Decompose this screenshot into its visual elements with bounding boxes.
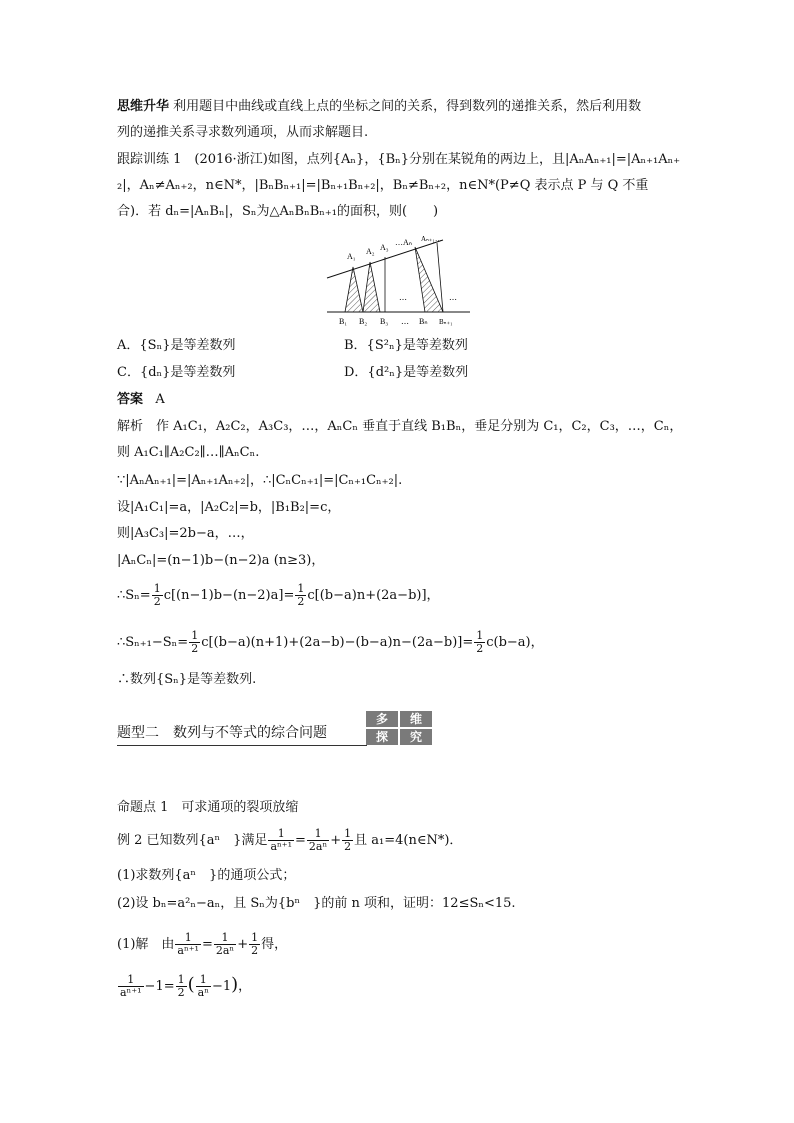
option-c: C．{dₙ}是等差数列	[117, 365, 236, 380]
section-rule	[117, 745, 367, 746]
solve2-frac-3: $\frac{1}{\text{aⁿ}}$	[197, 973, 209, 999]
question-1: (1)求数列{aⁿ }的通项公式；	[117, 868, 296, 883]
sn-tail: c[(b−a)n+(2a−b)]，	[307, 588, 440, 603]
dots-mid: …	[399, 293, 407, 302]
diff-mid: c[(b−a)(n+1)+(2a−b)−(b−a)n−(2a−b)]=	[201, 635, 474, 650]
example-line-1	[117, 828, 462, 853]
label-a2: A₂	[366, 247, 375, 256]
insight-lead: 思维升华	[117, 99, 170, 114]
triangle-n	[415, 247, 443, 312]
half-fraction-3: $\frac{1}{2}$	[191, 629, 199, 655]
label-an: …Aₙ	[395, 238, 412, 247]
solution-line-9: ∴数列{Sₙ}是等差数列.	[117, 672, 257, 687]
ex-frac-3: $\frac{1}{2}$	[344, 827, 352, 853]
solve2-frac-2: $\frac{1}{2}$	[177, 973, 185, 999]
solution-line-7	[117, 583, 440, 608]
insight-line-2: 列的递推关系寻求数列通项，从而求解题目.	[117, 125, 369, 140]
solution-line-8	[117, 630, 544, 655]
label-dots: …	[401, 317, 409, 326]
label-bn1: Bₙ₊₁	[439, 318, 453, 326]
solution-line-6: |AₙCₙ|=(n−1)b−(n−2)a (n≥3)，	[117, 553, 325, 568]
badge-cell-2: 维	[400, 711, 432, 727]
solve-frac-3: $\frac{1}{2}$	[251, 931, 259, 957]
label-b2: B₂	[359, 317, 368, 326]
section-badge	[366, 711, 434, 747]
solve-line-2: $\frac{1}{\text{aⁿ⁺¹}}$ −1= $\frac{1}{2}$ ( $\frac{1}{\text{aⁿ}}$ −1)，	[120, 973, 252, 999]
solve2-mid: −1=	[144, 979, 175, 994]
dots-right: …	[449, 293, 457, 302]
solution-line-2: 则 A₁C₁∥A₂C₂∥…∥AₙCₙ.	[117, 445, 260, 460]
solve-line-1: (1)解 由 $\frac{1}{\text{aⁿ⁺¹}}$ = $\frac{1}{\text{2aⁿ}}$ + $\frac{1}{2}$ 得，	[117, 931, 288, 957]
option-d: D．{d²ₙ}是等差数列	[344, 365, 469, 380]
ex-plus: +	[330, 833, 342, 848]
badge-cell-4: 究	[400, 729, 432, 745]
sn-mid: c[(n−1)b−(n−2)a]=	[163, 588, 295, 603]
exercise-line-2: ₂|，Aₙ≠Aₙ₊₂，n∈N*，|BₙBₙ₊₁|=|Bₙ₊₁Bₙ₊₂|，Bₙ≠Bₙ₊₂，n∈N*(P≠Q 表示点 P 与 Q 不重	[117, 178, 649, 193]
triangle-2	[363, 262, 380, 312]
diff-lead: ∴Sₙ₊₁−Sₙ=	[117, 635, 189, 650]
solve2-frac-1: $\frac{1}{\text{aⁿ⁺¹}}$	[120, 973, 142, 999]
half-fraction-2: $\frac{1}{2}$	[297, 582, 305, 608]
half-fraction-1: $\frac{1}{2}$	[153, 582, 161, 608]
label-an1: Aₙ₊₁…	[421, 235, 442, 243]
solve-lead: (1)解 由	[117, 937, 175, 952]
section-title: 题型二 数列与不等式的综合问题	[117, 725, 327, 741]
triangle-figure	[325, 232, 475, 332]
solve2-tail: ，	[238, 979, 252, 994]
solution-line-5: 则|A₃C₃|=2b−a，…，	[117, 526, 254, 541]
label-bn: Bₙ	[419, 317, 428, 326]
option-b: B．{S²ₙ}是等差数列	[344, 338, 468, 353]
answer-label: 答案	[117, 392, 144, 407]
topic-line: 命题点 1 可求通项的裂项放缩	[117, 800, 299, 815]
diff-tail: c(b−a)，	[486, 635, 544, 650]
option-a: A．{Sₙ}是等差数列	[117, 338, 236, 353]
exercise-line-3: 合)．若 dₙ=|AₙBₙ|，Sₙ为△AₙBₙBₙ₊₁的面积，则( )	[117, 204, 439, 219]
insight-text-1: 利用题目中曲线或直线上点的坐标之间的关系，得到数列的递推关系，然后利用数	[173, 99, 642, 114]
example-lead: 例 2 已知数列{aⁿ }满足	[117, 833, 268, 848]
ex-frac-1: $\frac{1}{\text{aⁿ⁺¹}}$	[270, 827, 292, 853]
sn-lead: ∴Sₙ=	[117, 588, 151, 603]
half-fraction-4: $\frac{1}{2}$	[476, 629, 484, 655]
answer-line	[117, 390, 687, 410]
label-b1: B₁	[339, 317, 348, 326]
exercise-line-1: 跟踪训练 1 (2016·浙江)如图，点列{Aₙ}，{Bₙ}分别在某锐角的两边上，且|AₙAₙ₊₁|=|Aₙ₊₁Aₙ₊	[117, 152, 681, 167]
label-a1: A₁	[347, 252, 356, 261]
ex-frac-2: $\frac{1}{\text{2aⁿ}}$	[308, 827, 328, 853]
solve2-paren-tail: −1	[211, 979, 232, 994]
solve-tail: 得，	[261, 937, 288, 952]
badge-cell-3: 探	[366, 729, 398, 745]
label-a3: A₃	[380, 243, 389, 252]
solve-frac-2: $\frac{1}{\text{2aⁿ}}$	[215, 931, 235, 957]
solution-line-1: 解析 作 A₁C₁，A₂C₂，A₃C₃，…，AₙCₙ 垂直于直线 B₁Bₙ，垂足分别为 C₁，C₂，C₃，…，Cₙ，	[117, 419, 683, 434]
ex-eq: =	[295, 833, 306, 848]
answer-value: A	[155, 392, 165, 407]
figure-svg	[325, 232, 475, 332]
example-tail: 且 a₁=4(n∈N*)．	[354, 833, 463, 848]
solve-frac-1: $\frac{1}{\text{aⁿ⁺¹}}$	[177, 931, 199, 957]
label-b3: B₃	[380, 317, 389, 326]
question-2: (2)设 bₙ=a²ₙ−aₙ，且 Sₙ为{bⁿ }的前 n 项和，证明：12≤Sₙ<15.	[117, 896, 516, 911]
solution-line-3: ∵|AₙAₙ₊₁|=|Aₙ₊₁Aₙ₊₂|，∴|CₙCₙ₊₁|=|Cₙ₊₁Cₙ₊₂|.	[117, 473, 403, 488]
badge-cell-1: 多	[366, 711, 398, 727]
insight-line-1	[117, 97, 687, 117]
solution-line-4: 设|A₁C₁|=a，|A₂C₂|=b，|B₁B₂|=c，	[117, 500, 341, 515]
triangle-1	[345, 267, 363, 312]
